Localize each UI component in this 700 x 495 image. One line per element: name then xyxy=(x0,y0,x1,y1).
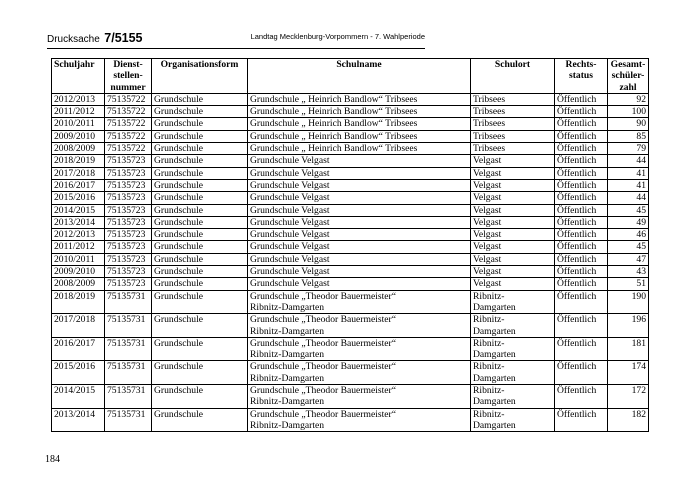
cell-gesamtschuelerzahl: 182 xyxy=(608,408,649,432)
cell-schulort xyxy=(471,241,555,253)
cell-schulort-line: Velgast xyxy=(473,241,502,253)
doc-prefix: Drucksache xyxy=(47,34,100,45)
cell-rechtsstatus: Öffentlich xyxy=(555,143,608,155)
col-schulort-header xyxy=(471,59,555,94)
cell-dienststellennummer: 75135723 xyxy=(105,167,152,179)
cell-schulname xyxy=(248,106,471,118)
cell-dienststellennummer: 75135723 xyxy=(105,155,152,167)
cell-organisationsform: Grundschule xyxy=(152,93,248,105)
header-text: Dienst- xyxy=(113,59,143,70)
cell-schulname-line: Grundschule Velgast xyxy=(250,179,330,191)
cell-schulort-line: Tribsees xyxy=(473,143,506,155)
table-row xyxy=(52,106,649,118)
cell-schulname-line: Grundschule Velgast xyxy=(250,241,330,253)
cell-schuljahr: 2014/2015 xyxy=(52,204,105,216)
cell-schulname-line: Grundschule „ Heinrich Bandlow“ Tribsees xyxy=(250,93,418,105)
cell-schulort xyxy=(471,337,555,361)
cell-dienststellennummer: 75135731 xyxy=(105,385,152,409)
cell-rechtsstatus: Öffentlich xyxy=(555,385,608,409)
cell-schulort-line: Tribsees xyxy=(473,93,506,105)
cell-schulname-line: Grundschule Velgast xyxy=(250,155,330,167)
cell-organisationsform: Grundschule xyxy=(152,314,248,338)
cell-rechtsstatus: Öffentlich xyxy=(555,361,608,385)
cell-schulname xyxy=(248,155,471,167)
cell-rechtsstatus: Öffentlich xyxy=(555,337,608,361)
cell-schulname-line: Grundschule Velgast xyxy=(250,266,330,278)
cell-rechtsstatus: Öffentlich xyxy=(555,167,608,179)
cell-schulname xyxy=(248,408,471,432)
cell-schulname xyxy=(248,290,471,314)
cell-schulort xyxy=(471,361,555,385)
cell-schulort xyxy=(471,314,555,338)
cell-schuljahr: 2009/2010 xyxy=(52,266,105,278)
header-text: Rechts- xyxy=(565,59,597,70)
cell-schulort-line: Damgarten xyxy=(473,301,516,313)
table-row xyxy=(52,290,649,314)
cell-schulname-line: Grundschule „Theodor Bauermeister“ xyxy=(250,385,396,397)
cell-schulname-line: Grundschule „ Heinrich Bandlow“ Tribsees xyxy=(250,143,418,155)
cell-organisationsform: Grundschule xyxy=(152,192,248,204)
col-schuljahr-header xyxy=(52,59,105,94)
cell-organisationsform: Grundschule xyxy=(152,229,248,241)
cell-gesamtschuelerzahl: 49 xyxy=(608,216,649,228)
cell-schulort-line: Tribsees xyxy=(473,118,506,130)
cell-schulname xyxy=(248,241,471,253)
header-text: nummer xyxy=(110,81,146,93)
table-row xyxy=(52,241,649,253)
cell-rechtsstatus: Öffentlich xyxy=(555,204,608,216)
cell-organisationsform: Grundschule xyxy=(152,385,248,409)
cell-rechtsstatus: Öffentlich xyxy=(555,118,608,130)
cell-rechtsstatus: Öffentlich xyxy=(555,314,608,338)
cell-schulort-line: Velgast xyxy=(473,155,502,167)
cell-schulort-line: Damgarten xyxy=(473,325,516,337)
cell-schulname xyxy=(248,118,471,130)
header-text: schüler- xyxy=(611,70,645,82)
doc-number: 7/5155 xyxy=(104,31,143,45)
cell-dienststellennummer: 75135723 xyxy=(105,229,152,241)
school-table xyxy=(51,58,649,432)
cell-schulname-line: Ribnitz-Damgarten xyxy=(250,301,325,313)
cell-gesamtschuelerzahl: 196 xyxy=(608,314,649,338)
table-row xyxy=(52,253,649,265)
cell-schulort-line: Damgarten xyxy=(473,419,516,431)
cell-schulname-line: Grundschule Velgast xyxy=(250,229,330,241)
header-text: status xyxy=(569,70,593,82)
col-organisationsform-header xyxy=(152,59,248,94)
cell-organisationsform: Grundschule xyxy=(152,179,248,191)
doc-title: Landtag Mecklenburg-Vorpommern - 7. Wahlperiode xyxy=(250,32,425,41)
cell-schulort xyxy=(471,204,555,216)
cell-schulort-line: Velgast xyxy=(473,229,502,241)
cell-schulname xyxy=(248,314,471,338)
cell-gesamtschuelerzahl: 41 xyxy=(608,179,649,191)
cell-rechtsstatus: Öffentlich xyxy=(555,229,608,241)
cell-schulort xyxy=(471,93,555,105)
cell-schulort xyxy=(471,192,555,204)
cell-organisationsform: Grundschule xyxy=(152,155,248,167)
cell-gesamtschuelerzahl: 79 xyxy=(608,143,649,155)
cell-schulort-line: Damgarten xyxy=(473,349,516,361)
cell-schulort xyxy=(471,408,555,432)
cell-dienststellennummer: 75135723 xyxy=(105,241,152,253)
cell-gesamtschuelerzahl: 190 xyxy=(608,290,649,314)
cell-schuljahr: 2018/2019 xyxy=(52,155,105,167)
cell-gesamtschuelerzahl: 92 xyxy=(608,93,649,105)
cell-gesamtschuelerzahl: 41 xyxy=(608,167,649,179)
cell-schulort-line: Ribnitz- xyxy=(473,361,505,373)
cell-gesamtschuelerzahl: 47 xyxy=(608,253,649,265)
cell-gesamtschuelerzahl: 100 xyxy=(608,106,649,118)
cell-schulort-line: Ribnitz- xyxy=(473,290,505,302)
cell-dienststellennummer: 75135722 xyxy=(105,130,152,142)
cell-schuljahr: 2009/2010 xyxy=(52,130,105,142)
cell-organisationsform: Grundschule xyxy=(152,130,248,142)
header-text: Organisationsform xyxy=(160,59,239,70)
cell-schulort xyxy=(471,253,555,265)
header-text: Schulort xyxy=(494,59,531,70)
cell-schulname xyxy=(248,229,471,241)
cell-schulort xyxy=(471,155,555,167)
cell-gesamtschuelerzahl: 174 xyxy=(608,361,649,385)
cell-schuljahr: 2017/2018 xyxy=(52,167,105,179)
cell-schuljahr: 2013/2014 xyxy=(52,408,105,432)
table-row xyxy=(52,266,649,278)
cell-schulname-line: Ribnitz-Damgarten xyxy=(250,419,325,431)
cell-schulname-line: Grundschule „Theodor Bauermeister“ xyxy=(250,314,396,326)
cell-rechtsstatus: Öffentlich xyxy=(555,192,608,204)
cell-schulname-line: Grundschule „Theodor Bauermeister“ xyxy=(250,361,396,373)
cell-schulname-line: Grundschule „Theodor Bauermeister“ xyxy=(250,337,396,349)
cell-schulort xyxy=(471,118,555,130)
cell-schulort-line: Damgarten xyxy=(473,396,516,408)
cell-dienststellennummer: 75135723 xyxy=(105,204,152,216)
cell-schuljahr: 2015/2016 xyxy=(52,192,105,204)
cell-schuljahr: 2008/2009 xyxy=(52,278,105,290)
cell-rechtsstatus: Öffentlich xyxy=(555,278,608,290)
cell-schulort-line: Velgast xyxy=(473,266,502,278)
cell-rechtsstatus: Öffentlich xyxy=(555,241,608,253)
cell-schulort xyxy=(471,290,555,314)
cell-schulname-line: Grundschule „ Heinrich Bandlow“ Tribsees xyxy=(250,106,418,118)
cell-dienststellennummer: 75135722 xyxy=(105,118,152,130)
cell-schulname-line: Grundschule „Theodor Bauermeister“ xyxy=(250,290,396,302)
cell-organisationsform: Grundschule xyxy=(152,204,248,216)
cell-gesamtschuelerzahl: 45 xyxy=(608,241,649,253)
col-dienststellennummer-header xyxy=(105,59,152,94)
cell-rechtsstatus: Öffentlich xyxy=(555,179,608,191)
cell-organisationsform: Grundschule xyxy=(152,337,248,361)
cell-gesamtschuelerzahl: 51 xyxy=(608,278,649,290)
cell-dienststellennummer: 75135723 xyxy=(105,179,152,191)
cell-organisationsform: Grundschule xyxy=(152,241,248,253)
cell-schulort xyxy=(471,385,555,409)
cell-gesamtschuelerzahl: 172 xyxy=(608,385,649,409)
page-header xyxy=(47,29,425,47)
cell-schuljahr: 2018/2019 xyxy=(52,290,105,314)
cell-schulname-line: Grundschule Velgast xyxy=(250,167,330,179)
cell-schulort xyxy=(471,130,555,142)
cell-schuljahr: 2010/2011 xyxy=(52,253,105,265)
cell-gesamtschuelerzahl: 44 xyxy=(608,155,649,167)
table-row xyxy=(52,143,649,155)
cell-schulname xyxy=(248,216,471,228)
cell-schulname xyxy=(248,361,471,385)
cell-schuljahr: 2008/2009 xyxy=(52,143,105,155)
table-row xyxy=(52,130,649,142)
cell-schuljahr: 2011/2012 xyxy=(52,241,105,253)
header-rule xyxy=(47,48,425,49)
table-row xyxy=(52,278,649,290)
cell-gesamtschuelerzahl: 44 xyxy=(608,192,649,204)
cell-dienststellennummer: 75135731 xyxy=(105,314,152,338)
cell-organisationsform: Grundschule xyxy=(152,118,248,130)
cell-schuljahr: 2011/2012 xyxy=(52,106,105,118)
col-schulname-header xyxy=(248,59,471,94)
cell-organisationsform: Grundschule xyxy=(152,216,248,228)
cell-schuljahr: 2016/2017 xyxy=(52,179,105,191)
cell-rechtsstatus: Öffentlich xyxy=(555,93,608,105)
cell-schulort-line: Ribnitz- xyxy=(473,385,505,397)
cell-schulname-line: Grundschule „ Heinrich Bandlow“ Tribsees xyxy=(250,130,418,142)
table-row xyxy=(52,385,649,409)
cell-schulname xyxy=(248,179,471,191)
cell-schulname xyxy=(248,143,471,155)
cell-schulname-line: Ribnitz-Damgarten xyxy=(250,396,325,408)
table-row xyxy=(52,118,649,130)
header-text: Gesamt- xyxy=(610,59,646,70)
table-row xyxy=(52,192,649,204)
cell-schulort-line: Velgast xyxy=(473,253,502,265)
cell-rechtsstatus: Öffentlich xyxy=(555,266,608,278)
cell-schuljahr: 2015/2016 xyxy=(52,361,105,385)
cell-organisationsform: Grundschule xyxy=(152,266,248,278)
cell-gesamtschuelerzahl: 46 xyxy=(608,229,649,241)
cell-schulname-line: Ribnitz-Damgarten xyxy=(250,349,325,361)
cell-dienststellennummer: 75135723 xyxy=(105,253,152,265)
cell-schulname xyxy=(248,192,471,204)
cell-dienststellennummer: 75135723 xyxy=(105,192,152,204)
header-row xyxy=(52,59,649,94)
cell-organisationsform: Grundschule xyxy=(152,278,248,290)
header-text: Schuljahr xyxy=(54,59,95,70)
cell-schulname-line: Ribnitz-Damgarten xyxy=(250,325,325,337)
cell-schulname xyxy=(248,167,471,179)
cell-dienststellennummer: 75135722 xyxy=(105,106,152,118)
cell-schulort-line: Velgast xyxy=(473,167,502,179)
cell-organisationsform: Grundschule xyxy=(152,361,248,385)
table-row xyxy=(52,361,649,385)
header-text: Schulname xyxy=(336,59,382,70)
table-row xyxy=(52,216,649,228)
cell-schulort-line: Velgast xyxy=(473,216,502,228)
header-text: zahl xyxy=(619,81,637,93)
cell-organisationsform: Grundschule xyxy=(152,253,248,265)
table-row xyxy=(52,204,649,216)
table-header xyxy=(52,59,649,94)
cell-schulort xyxy=(471,106,555,118)
table-row xyxy=(52,229,649,241)
cell-schulname-line: Grundschule Velgast xyxy=(250,253,330,265)
cell-organisationsform: Grundschule xyxy=(152,290,248,314)
cell-schulort-line: Velgast xyxy=(473,179,502,191)
cell-schulname xyxy=(248,385,471,409)
cell-dienststellennummer: 75135731 xyxy=(105,337,152,361)
cell-organisationsform: Grundschule xyxy=(152,143,248,155)
cell-dienststellennummer: 75135722 xyxy=(105,93,152,105)
col-rechtsstatus-header xyxy=(555,59,608,94)
cell-rechtsstatus: Öffentlich xyxy=(555,106,608,118)
cell-schuljahr: 2014/2015 xyxy=(52,385,105,409)
cell-schulort xyxy=(471,229,555,241)
cell-schulort-line: Ribnitz- xyxy=(473,337,505,349)
table-row xyxy=(52,314,649,338)
cell-dienststellennummer: 75135722 xyxy=(105,143,152,155)
header-text: stellen- xyxy=(113,70,143,82)
cell-schulname-line: Grundschule „ Heinrich Bandlow“ Tribsees xyxy=(250,118,418,130)
col-gesamtschuelerzahl-header xyxy=(608,59,649,94)
cell-gesamtschuelerzahl: 45 xyxy=(608,204,649,216)
cell-schulname xyxy=(248,204,471,216)
cell-schulort xyxy=(471,278,555,290)
cell-gesamtschuelerzahl: 43 xyxy=(608,266,649,278)
table-row xyxy=(52,408,649,432)
cell-rechtsstatus: Öffentlich xyxy=(555,155,608,167)
cell-rechtsstatus: Öffentlich xyxy=(555,253,608,265)
cell-schulname xyxy=(248,93,471,105)
cell-schulname-line: Grundschule „Theodor Bauermeister“ xyxy=(250,408,396,420)
cell-schulort-line: Ribnitz- xyxy=(473,408,505,420)
cell-schuljahr: 2012/2013 xyxy=(52,93,105,105)
cell-schulort xyxy=(471,179,555,191)
page-number: 184 xyxy=(45,454,60,465)
cell-schulort-line: Tribsees xyxy=(473,130,506,142)
cell-schulort-line: Velgast xyxy=(473,278,502,290)
cell-schulname xyxy=(248,266,471,278)
cell-schulname xyxy=(248,337,471,361)
cell-schulname-line: Grundschule Velgast xyxy=(250,192,330,204)
table-body xyxy=(52,93,649,431)
table-row xyxy=(52,337,649,361)
cell-gesamtschuelerzahl: 85 xyxy=(608,130,649,142)
cell-schuljahr: 2013/2014 xyxy=(52,216,105,228)
cell-schulort-line: Damgarten xyxy=(473,372,516,384)
cell-organisationsform: Grundschule xyxy=(152,106,248,118)
cell-organisationsform: Grundschule xyxy=(152,167,248,179)
cell-dienststellennummer: 75135731 xyxy=(105,408,152,432)
cell-schulname xyxy=(248,130,471,142)
cell-schulname xyxy=(248,253,471,265)
cell-schulort-line: Velgast xyxy=(473,204,502,216)
cell-schuljahr: 2016/2017 xyxy=(52,337,105,361)
cell-gesamtschuelerzahl: 181 xyxy=(608,337,649,361)
cell-schulname xyxy=(248,278,471,290)
cell-dienststellennummer: 75135731 xyxy=(105,290,152,314)
cell-gesamtschuelerzahl: 90 xyxy=(608,118,649,130)
cell-schulort xyxy=(471,216,555,228)
cell-rechtsstatus: Öffentlich xyxy=(555,408,608,432)
cell-schulort-line: Tribsees xyxy=(473,106,506,118)
table-row xyxy=(52,167,649,179)
cell-organisationsform: Grundschule xyxy=(152,408,248,432)
table-row xyxy=(52,93,649,105)
cell-dienststellennummer: 75135723 xyxy=(105,266,152,278)
cell-schulname-line: Grundschule Velgast xyxy=(250,278,330,290)
cell-schuljahr: 2010/2011 xyxy=(52,118,105,130)
cell-schulort-line: Ribnitz- xyxy=(473,314,505,326)
cell-dienststellennummer: 75135723 xyxy=(105,278,152,290)
cell-rechtsstatus: Öffentlich xyxy=(555,290,608,314)
cell-schulname-line: Grundschule Velgast xyxy=(250,216,330,228)
cell-rechtsstatus: Öffentlich xyxy=(555,216,608,228)
cell-rechtsstatus: Öffentlich xyxy=(555,130,608,142)
cell-schuljahr: 2017/2018 xyxy=(52,314,105,338)
cell-schulname-line: Grundschule Velgast xyxy=(250,204,330,216)
cell-schulort xyxy=(471,143,555,155)
cell-dienststellennummer: 75135723 xyxy=(105,216,152,228)
cell-schulname-line: Ribnitz-Damgarten xyxy=(250,372,325,384)
cell-schulort-line: Velgast xyxy=(473,192,502,204)
cell-dienststellennummer: 75135731 xyxy=(105,361,152,385)
table-row xyxy=(52,155,649,167)
table-row xyxy=(52,179,649,191)
cell-schulort xyxy=(471,266,555,278)
cell-schulort xyxy=(471,167,555,179)
cell-schuljahr: 2012/2013 xyxy=(52,229,105,241)
